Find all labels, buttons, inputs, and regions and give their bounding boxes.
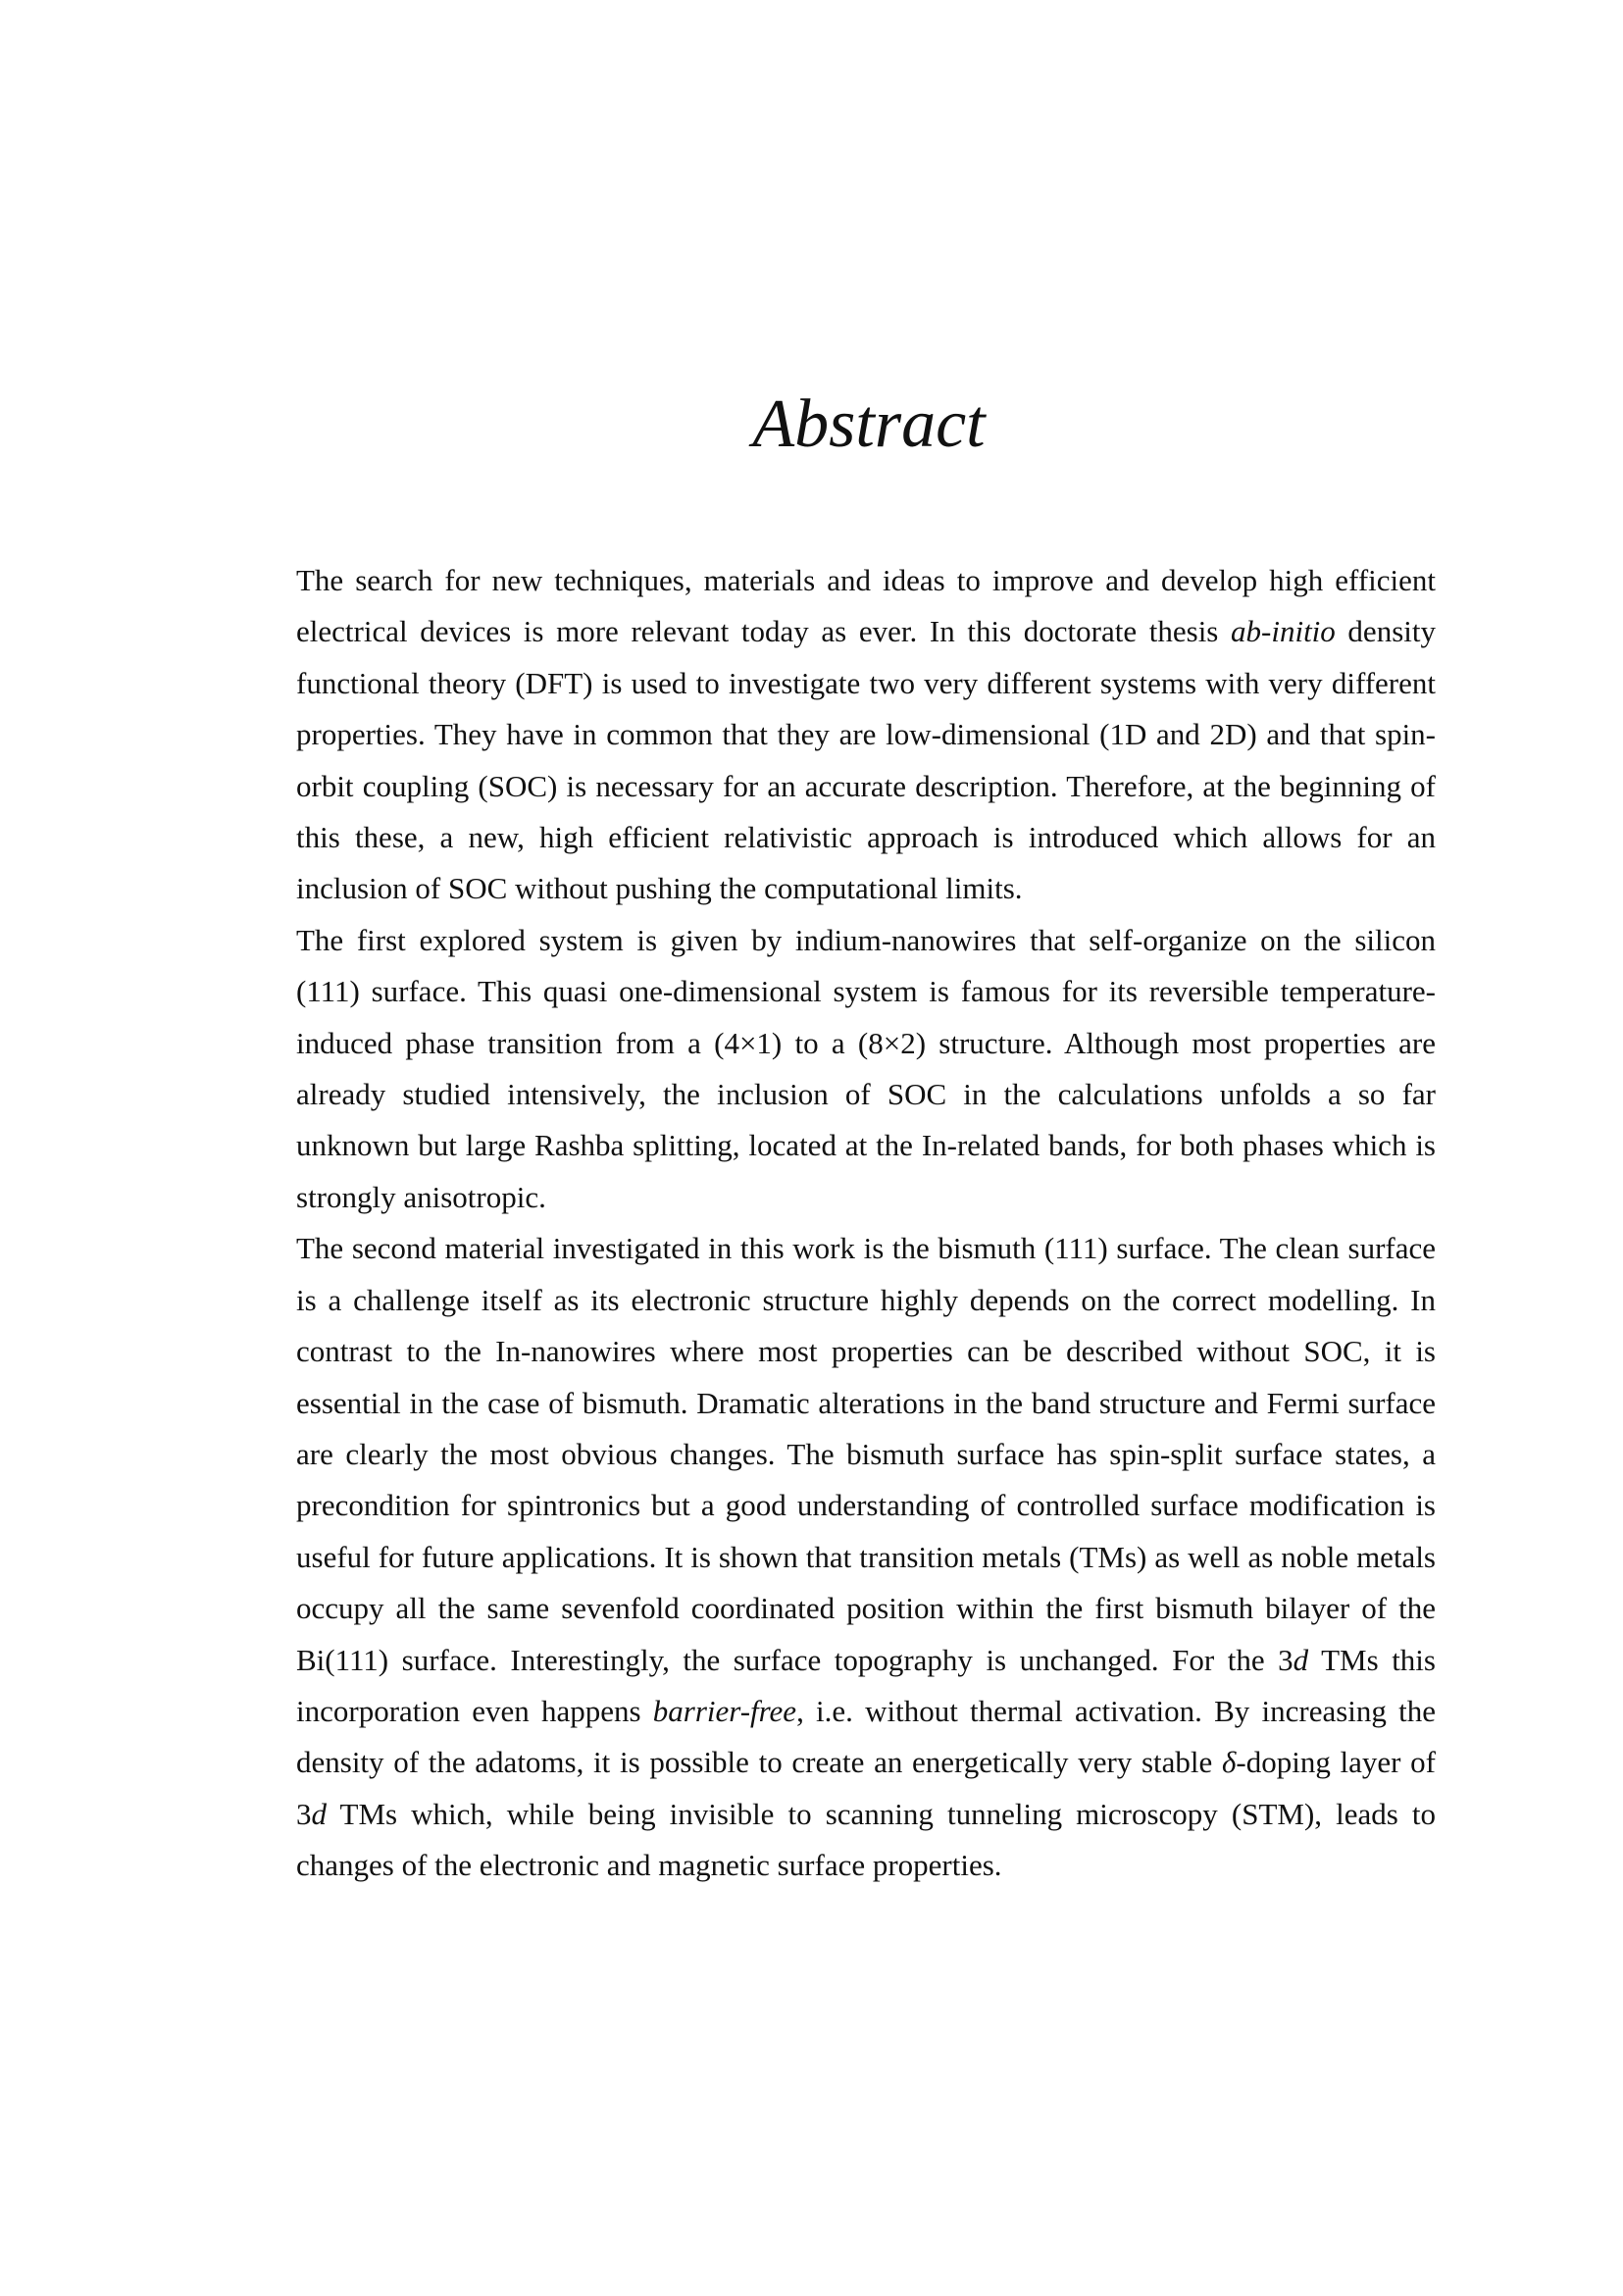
text-run-italic: ab-initio: [1231, 614, 1336, 649]
text-run-italic: d: [1293, 1642, 1309, 1677]
text-run: The second material investigated in this work is the bismuth (111) surface. The clean surface is a challenge itself as its electronic structure highly depends on the correct modelling. In contrast to the In-nanowires where most properties can be described without SOC, it is essential in the case of bismuth. Dramatic alterations in the band structure and Fermi surface are clearly the most obvious changes. The bismuth surface has spin-split surface states, a precondition for spintronics but a good understanding of controlled surface modification is useful for future applications. It is shown that transition metals (TMs) as well as noble metals occupy all the same sevenfold coordinated position within the first bismuth bilayer of the Bi(111) surface. Interestingly, the surface topography is unchanged. For the 3: [296, 1231, 1436, 1677]
paragraph-1: [296, 555, 1436, 915]
text-run-italic: δ: [1221, 1745, 1237, 1780]
text-run: , i.e. without thermal activation. By increasing the density of the adatoms, it is possible to create an energetically very stable: [296, 1693, 1436, 1780]
text-run: density functional theory (DFT) is used to investigate two very different systems with very different properties. They have in common that they are low-dimensional (1D and 2D) and that spin-orbit coupling (SOC) is necessary for an accurate description. Therefore, at the beginning of this these, a new, high efficient relativistic approach is introduced which allows for an inclusion of SOC without pushing the computational limits.: [296, 614, 1436, 906]
page-title: Abstract: [752, 386, 986, 462]
paragraph-3: [296, 1223, 1436, 1891]
text-run-italic: d: [311, 1796, 327, 1831]
text-run: TMs this incorporation even happens: [296, 1642, 1436, 1728]
text-run: The first explored system is given by indium-nanowires that self-organize on the silicon (111) surface. This quasi one-dimensional system is famous for its reversible temperature-induced phase transition from a (4×1) to a (8×2) structure. Although most properties are already studied intensively, the inclusion of SOC in the calculations unfolds a so far unknown but large Rashba splitting, located at the In-related bands, for both phases which is strongly anisotropic.: [296, 922, 1436, 1214]
text-run: The search for new techniques, materials and ideas to improve and develop high efficient electrical devices is more relevant today as ever. In this doctorate thesis: [296, 563, 1436, 649]
text-run: TMs which, while being invisible to scanning tunneling microscopy (STM), leads to changes of the electronic and magnetic surface properties.: [296, 1796, 1436, 1883]
text-run-italic: barrier-free: [652, 1693, 797, 1728]
text-run: -doping layer of 3: [296, 1745, 1436, 1831]
abstract-body: [296, 555, 1436, 1892]
paragraph-2: [296, 915, 1436, 1223]
